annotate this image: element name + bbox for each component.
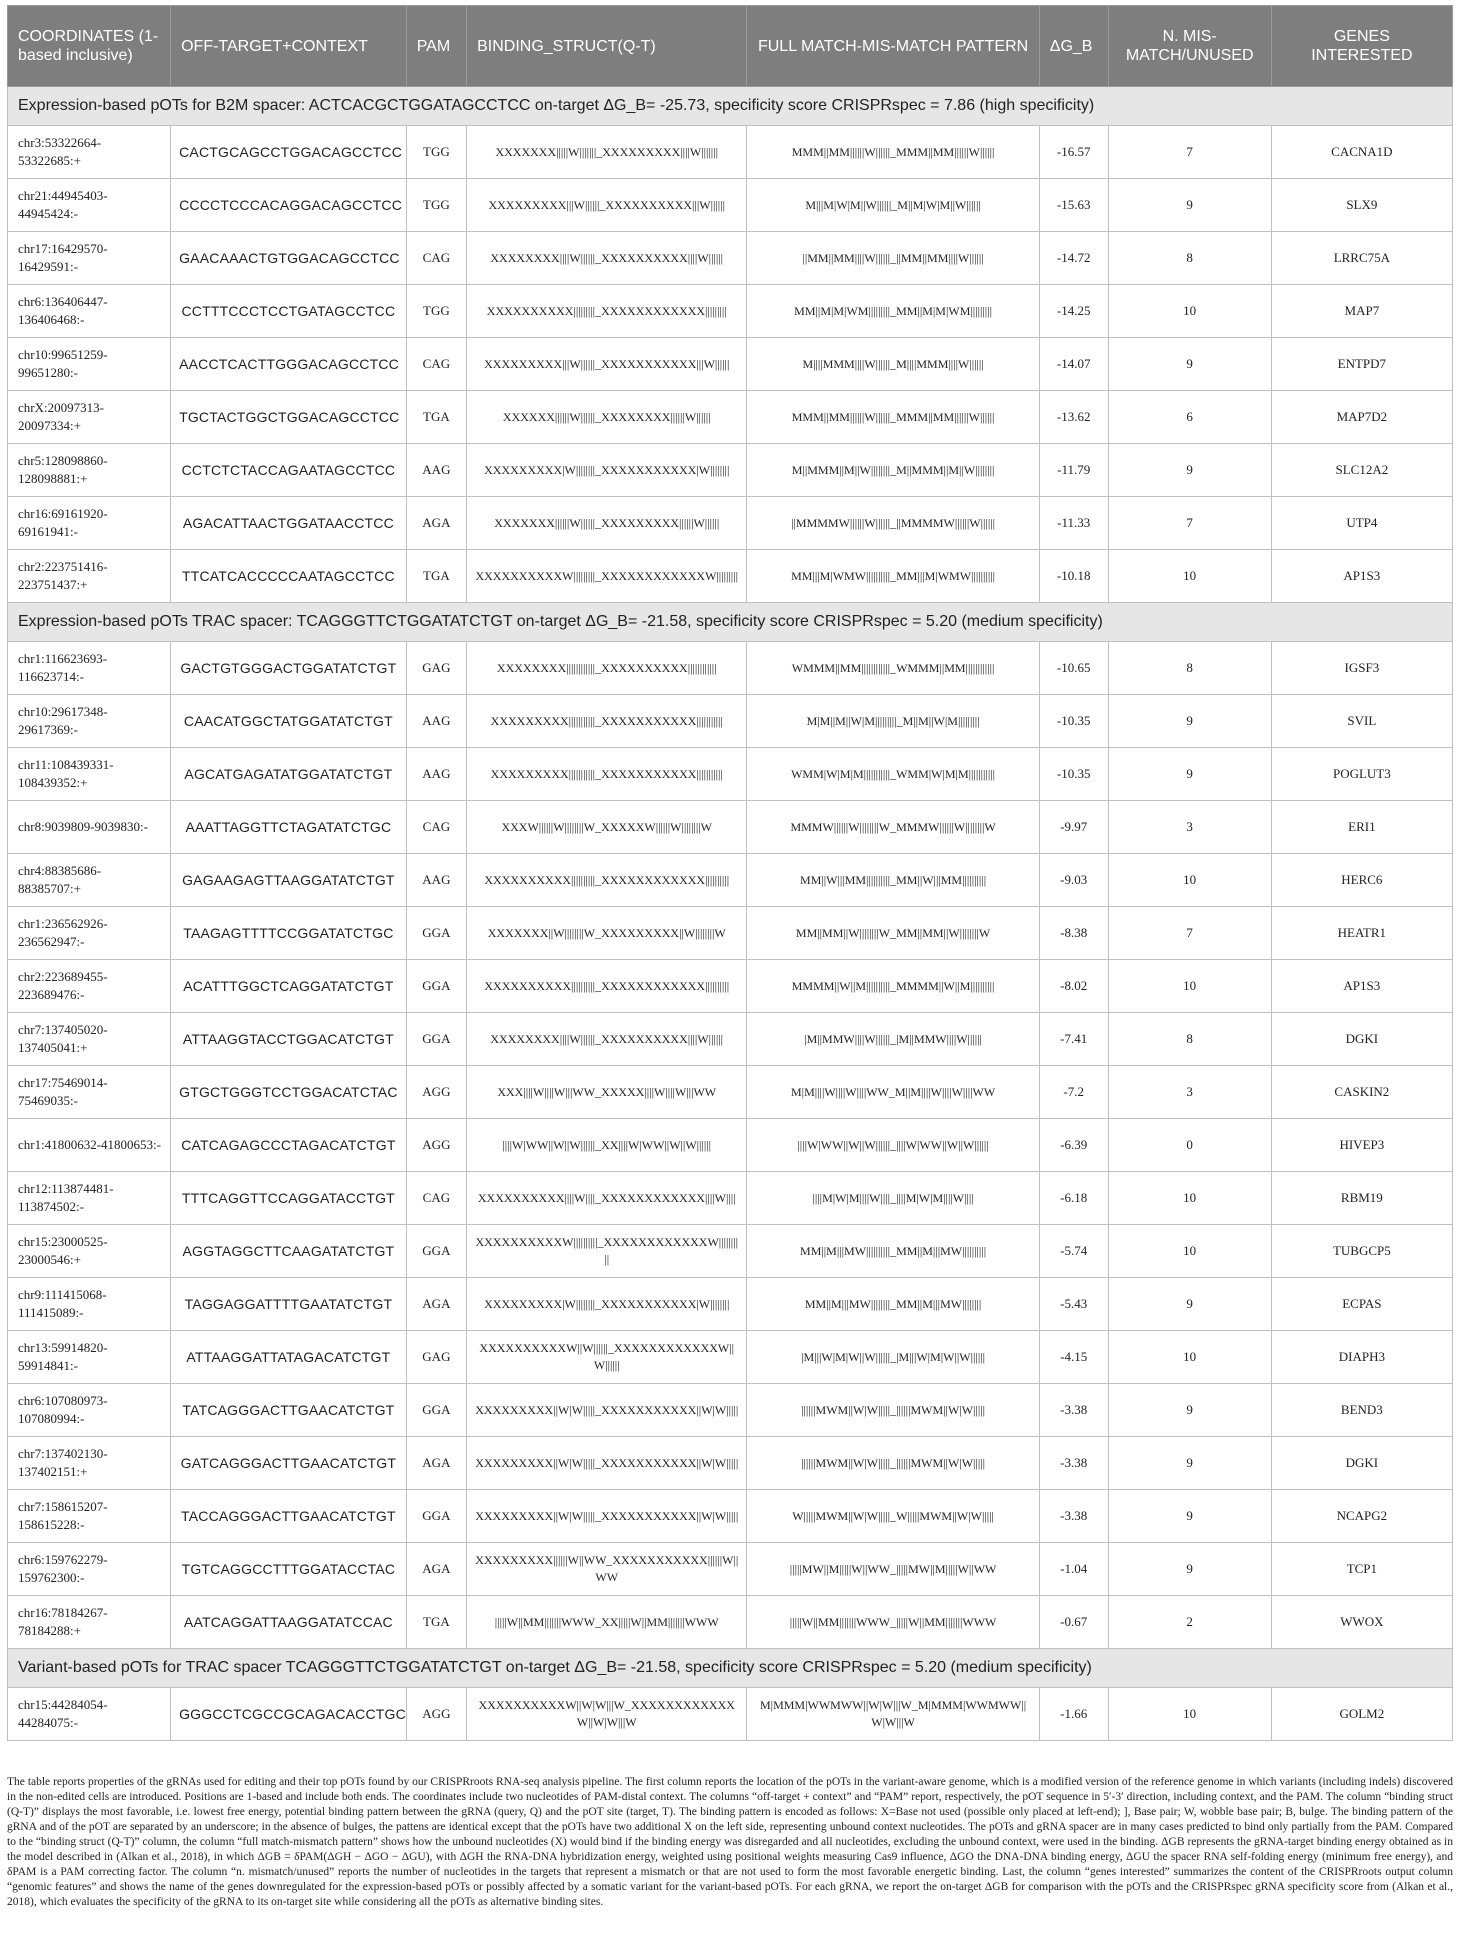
cell-pam: AAG [406,854,466,907]
cell-mismatch-unused: 10 [1108,854,1271,907]
cell-binding-struct: XXXXXXXXX|W||||||||_XXXXXXXXXXX|W|||||||| [467,1278,747,1331]
cell-coordinates: chr6:136406447-136406468:- [8,285,171,338]
cell-full-pattern: MMM||MM||||||W||||||_MMM||MM||||||W|||||| [747,391,1039,444]
cell-coordinates: chr9:111415068-111415089:- [8,1278,171,1331]
cell-off-target-context: TAAGAGTTTTCCGGATATCTGC [171,907,407,960]
section-title: Expression-based pOTs for B2M spacer: ACTCACGCTGGATAGCCTCC on-target ΔG_B= -25.73, specificity score CRISPRspec = 7.86 (high specificity) [8,87,1453,126]
cell-gene: UTP4 [1271,497,1452,550]
cell-full-pattern: M|M||M||W|M|||||||||_M||M||W|M||||||||| [747,695,1039,748]
cell-gene: MAP7 [1271,285,1452,338]
table-row [8,1543,1453,1596]
cell-pam: GGA [406,907,466,960]
cell-gene: ENTPD7 [1271,338,1452,391]
cell-coordinates: chr8:9039809-9039830:- [8,801,171,854]
cell-delta-g: -6.18 [1039,1172,1108,1225]
cell-off-target-context: AGACATTAACTGGATAACCTCC [171,497,407,550]
cell-off-target-context: ATTAAGGATTATAGACATCTGT [171,1331,407,1384]
cell-coordinates: chr1:116623693-116623714:- [8,642,171,695]
cell-full-pattern: |||||MW||M|||||W||WW_|||||MW||M|||||W||WW [747,1543,1039,1596]
cell-binding-struct: XXXXXXXXX|W||||||||_XXXXXXXXXXX|W|||||||| [467,444,747,497]
cell-binding-struct: XXXXXXXX||||W||||||_XXXXXXXXXX||||W|||||| [467,232,747,285]
cell-pam: AAG [406,695,466,748]
cell-off-target-context: AAATTAGGTTCTAGATATCTGC [171,801,407,854]
cell-off-target-context: CCTCTCTACCAGAATAGCCTCC [171,444,407,497]
cell-mismatch-unused: 10 [1108,550,1271,603]
cell-delta-g: -6.39 [1039,1119,1108,1172]
header-delta-g: ΔG_B [1039,6,1108,87]
cell-binding-struct: XXXXXXXXXXW||W|W|||W_XXXXXXXXXXXXW||W|W|||W [467,1688,747,1741]
cell-off-target-context: GAACAAACTGTGGACAGCCTCC [171,232,407,285]
cell-delta-g: -7.2 [1039,1066,1108,1119]
cell-full-pattern: WMM|W|M|M|||||||||||_WMM|W|M|M||||||||||| [747,748,1039,801]
cell-full-pattern: M|MMM|WWMWW||W|W|||W_M|MMM|WWMWW||W|W|||W [747,1688,1039,1741]
cell-coordinates: chr2:223689455-223689476:- [8,960,171,1013]
cell-gene: POGLUT3 [1271,748,1452,801]
cell-delta-g: -10.65 [1039,642,1108,695]
table-row [8,1490,1453,1543]
cell-delta-g: -9.97 [1039,801,1108,854]
cell-pam: CAG [406,801,466,854]
cell-coordinates: chr10:29617348-29617369:- [8,695,171,748]
cell-coordinates: chr7:137405020-137405041:+ [8,1013,171,1066]
cell-pam: TGG [406,285,466,338]
cell-coordinates: chr11:108439331-108439352:+ [8,748,171,801]
cell-gene: ERI1 [1271,801,1452,854]
cell-pam: TGA [406,391,466,444]
cell-binding-struct: XXXXXXXXXXW||W||||||_XXXXXXXXXXXXW||W|||||| [467,1331,747,1384]
cell-gene: CACNA1D [1271,126,1452,179]
cell-full-pattern: MM||W|||MM||||||||||_MM||W|||MM|||||||||| [747,854,1039,907]
cell-full-pattern: WMMM||MM||||||||||||_WMMM||MM|||||||||||| [747,642,1039,695]
cell-delta-g: -15.63 [1039,179,1108,232]
cell-delta-g: -10.35 [1039,748,1108,801]
cell-full-pattern: M||||MMM||||W||||||_M||||MMM||||W|||||| [747,338,1039,391]
cell-mismatch-unused: 9 [1108,1437,1271,1490]
cell-gene: HEATR1 [1271,907,1452,960]
cell-pam: AGG [406,1066,466,1119]
cell-delta-g: -8.02 [1039,960,1108,1013]
cell-gene: DIAPH3 [1271,1331,1452,1384]
cell-mismatch-unused: 9 [1108,748,1271,801]
cell-delta-g: -16.57 [1039,126,1108,179]
cell-binding-struct: XXXXXXX||||||W||||||_XXXXXXXXX||||||W|||||| [467,497,747,550]
table-row [8,232,1453,285]
cell-gene: LRRC75A [1271,232,1452,285]
table-row [8,1172,1453,1225]
cell-gene: WWOX [1271,1596,1452,1649]
cell-full-pattern: MM||M|M|WM|||||||||_MM||M|M|WM||||||||| [747,285,1039,338]
cell-off-target-context: AATCAGGATTAAGGATATCCAC [171,1596,407,1649]
cell-off-target-context: GGGCCTCGCCGCAGACACCTGC [171,1688,407,1741]
pot-table [7,5,1453,1741]
cell-binding-struct: XXXXXXXXXX||||||||||_XXXXXXXXXXXX|||||||||| [467,960,747,1013]
cell-binding-struct: XXXXXXXXXX||||||||||_XXXXXXXXXXXX|||||||||| [467,854,747,907]
header-mismatch-unused: N. MIS-MATCH/UNUSED [1108,6,1271,87]
cell-delta-g: -14.72 [1039,232,1108,285]
cell-pam: AAG [406,444,466,497]
cell-gene: AP1S3 [1271,550,1452,603]
cell-gene: DGKI [1271,1437,1452,1490]
cell-gene: TCP1 [1271,1543,1452,1596]
cell-binding-struct: XXXXXXXXX|||W||||||_XXXXXXXXXX|||W|||||| [467,179,747,232]
cell-off-target-context: AGGTAGGCTTCAAGATATCTGT [171,1225,407,1278]
cell-coordinates: chr15:44284054-44284075:- [8,1688,171,1741]
cell-delta-g: -1.66 [1039,1688,1108,1741]
cell-full-pattern: MM|||M|WMW||||||||||_MM|||M|WMW|||||||||| [747,550,1039,603]
cell-gene: TUBGCP5 [1271,1225,1452,1278]
cell-delta-g: -5.43 [1039,1278,1108,1331]
cell-mismatch-unused: 10 [1108,1225,1271,1278]
cell-pam: CAG [406,338,466,391]
table-row [8,695,1453,748]
cell-mismatch-unused: 9 [1108,695,1271,748]
cell-binding-struct: XXXXXXXXX|||||||||||_XXXXXXXXXXX||||||||||| [467,748,747,801]
cell-off-target-context: TGCTACTGGCTGGACAGCCTCC [171,391,407,444]
cell-binding-struct: XXXXXXXXXX|||||||||_XXXXXXXXXXXX||||||||| [467,285,747,338]
cell-coordinates: chr13:59914820-59914841:- [8,1331,171,1384]
cell-mismatch-unused: 10 [1108,1331,1271,1384]
cell-mismatch-unused: 7 [1108,126,1271,179]
cell-delta-g: -14.07 [1039,338,1108,391]
cell-pam: GGA [406,1490,466,1543]
section-title: Variant-based pOTs for TRAC spacer TCAGGGTTCTGGATATCTGT on-target ΔG_B= -21.58, specificity score CRISPRspec = 5.20 (medium specificity) [8,1649,1453,1688]
cell-gene: HIVEP3 [1271,1119,1452,1172]
cell-pam: TGA [406,550,466,603]
cell-full-pattern: |M||MMW||||W||||||_|M||MMW||||W|||||| [747,1013,1039,1066]
cell-gene: DGKI [1271,1013,1452,1066]
cell-full-pattern: |M|||W|M|W||W||||||_|M|||W|M|W||W|||||| [747,1331,1039,1384]
cell-mismatch-unused: 10 [1108,1172,1271,1225]
cell-delta-g: -0.67 [1039,1596,1108,1649]
table-body [8,87,1453,1741]
cell-binding-struct: |||||W||MM|||||||WWW_XX|||||W||MM|||||||WWW [467,1596,747,1649]
cell-coordinates: chr10:99651259-99651280:- [8,338,171,391]
cell-full-pattern: ||||||MWM||W|W|||||_||||||MWM||W|W||||| [747,1437,1039,1490]
cell-delta-g: -9.03 [1039,854,1108,907]
cell-binding-struct: XXXXXXXXX||W|W|||||_XXXXXXXXXXX||W|W||||| [467,1384,747,1437]
cell-off-target-context: TATCAGGGACTTGAACATCTGT [171,1384,407,1437]
table-header-row [8,6,1453,87]
cell-gene: BEND3 [1271,1384,1452,1437]
section-header-row [8,603,1453,642]
cell-mismatch-unused: 7 [1108,907,1271,960]
cell-mismatch-unused: 9 [1108,1490,1271,1543]
header-binding-struct: BINDING_STRUCT(Q-T) [467,6,747,87]
cell-gene: IGSF3 [1271,642,1452,695]
cell-off-target-context: CACTGCAGCCTGGACAGCCTCC [171,126,407,179]
cell-mismatch-unused: 10 [1108,1688,1271,1741]
cell-off-target-context: AGCATGAGATATGGATATCTGT [171,748,407,801]
cell-full-pattern: MM||M|||MW||||||||_MM||M|||MW|||||||| [747,1278,1039,1331]
cell-binding-struct: XXXXXXXXXXW||||||||||_XXXXXXXXXXXXW|||||||||| [467,1225,747,1278]
table-row [8,1331,1453,1384]
cell-full-pattern: M|||M|W|M||W||||||_M||M|W|M||W|||||| [747,179,1039,232]
cell-full-pattern: |||||W||MM|||||||WWW_|||||W||MM|||||||WWW [747,1596,1039,1649]
table-row [8,550,1453,603]
cell-pam: TGG [406,126,466,179]
table-row [8,1437,1453,1490]
cell-full-pattern: M||MMM||M||W||||||||_M||MMM||M||W|||||||| [747,444,1039,497]
cell-coordinates: chr12:113874481-113874502:- [8,1172,171,1225]
cell-full-pattern: MMM||MM||||||W||||||_MMM||MM||||||W|||||| [747,126,1039,179]
cell-mismatch-unused: 10 [1108,285,1271,338]
cell-delta-g: -3.38 [1039,1490,1108,1543]
cell-gene: SVIL [1271,695,1452,748]
cell-gene: MAP7D2 [1271,391,1452,444]
table-row [8,338,1453,391]
cell-mismatch-unused: 8 [1108,1013,1271,1066]
cell-pam: TGG [406,179,466,232]
cell-pam: GGA [406,1384,466,1437]
cell-coordinates: chr17:75469014-75469035:- [8,1066,171,1119]
table-row [8,1225,1453,1278]
cell-pam: AAG [406,748,466,801]
cell-full-pattern: ||MM||MM||||W||||||_||MM||MM||||W|||||| [747,232,1039,285]
cell-off-target-context: ACATTTGGCTCAGGATATCTGT [171,960,407,1013]
cell-coordinates: chr2:223751416-223751437:+ [8,550,171,603]
cell-delta-g: -10.35 [1039,695,1108,748]
cell-pam: CAG [406,232,466,285]
cell-binding-struct: XXX||||W||||W|||WW_XXXXX||||W||||W|||WW [467,1066,747,1119]
cell-binding-struct: XXXXXXXXX||||||W||WW_XXXXXXXXXXX||||||W||WW [467,1543,747,1596]
table-row [8,126,1453,179]
cell-mismatch-unused: 8 [1108,232,1271,285]
cell-pam: TGA [406,1596,466,1649]
cell-delta-g: -11.79 [1039,444,1108,497]
cell-gene: SLC12A2 [1271,444,1452,497]
cell-delta-g: -7.41 [1039,1013,1108,1066]
cell-pam: CAG [406,1172,466,1225]
cell-off-target-context: ATTAAGGTACCTGGACATCTGT [171,1013,407,1066]
table-row [8,1119,1453,1172]
cell-off-target-context: TACCAGGGACTTGAACATCTGT [171,1490,407,1543]
header-pam: PAM [406,6,466,87]
cell-gene: GOLM2 [1271,1688,1452,1741]
cell-binding-struct: XXXXXXX|||||W|||||||_XXXXXXXXX||||W||||||| [467,126,747,179]
cell-binding-struct: XXXXXXXXX|||||||||||_XXXXXXXXXXX||||||||||| [467,695,747,748]
cell-pam: GGA [406,960,466,1013]
cell-pam: AGA [406,1437,466,1490]
cell-off-target-context: TTTCAGGTTCCAGGATACCTGT [171,1172,407,1225]
cell-off-target-context: GTGCTGGGTCCTGGACATCTAC [171,1066,407,1119]
table-row [8,1596,1453,1649]
table-row [8,1013,1453,1066]
section-header-row [8,87,1453,126]
header-off-target-context: OFF-TARGET+CONTEXT [171,6,407,87]
cell-coordinates: chr7:158615207-158615228:- [8,1490,171,1543]
cell-off-target-context: CAACATGGCTATGGATATCTGT [171,695,407,748]
cell-full-pattern: M|M||||W||||W||||WW_M||M||||W||||W||||WW [747,1066,1039,1119]
cell-mismatch-unused: 2 [1108,1596,1271,1649]
cell-delta-g: -3.38 [1039,1384,1108,1437]
cell-gene: SLX9 [1271,179,1452,232]
cell-full-pattern: MMMW||||||W||||||||W_MMMW||||||W||||||||W [747,801,1039,854]
cell-gene: HERC6 [1271,854,1452,907]
cell-off-target-context: TGTCAGGCCTTTGGATACCTAC [171,1543,407,1596]
cell-mismatch-unused: 3 [1108,1066,1271,1119]
cell-off-target-context: GACTGTGGGACTGGATATCTGT [171,642,407,695]
cell-mismatch-unused: 7 [1108,497,1271,550]
table-row [8,444,1453,497]
cell-mismatch-unused: 10 [1108,960,1271,1013]
table-row [8,960,1453,1013]
cell-delta-g: -5.74 [1039,1225,1108,1278]
cell-pam: GAG [406,1331,466,1384]
cell-delta-g: -13.62 [1039,391,1108,444]
cell-coordinates: chr3:53322664-53322685:+ [8,126,171,179]
table-row [8,1688,1453,1741]
cell-gene: AP1S3 [1271,960,1452,1013]
cell-off-target-context: CATCAGAGCCCTAGACATCTGT [171,1119,407,1172]
table-row [8,391,1453,444]
cell-delta-g: -1.04 [1039,1543,1108,1596]
table-row [8,497,1453,550]
cell-mismatch-unused: 9 [1108,1278,1271,1331]
header-full-pattern: FULL MATCH-MIS-MATCH PATTERN [747,6,1039,87]
cell-off-target-context: TAGGAGGATTTTGAATATCTGT [171,1278,407,1331]
cell-delta-g: -3.38 [1039,1437,1108,1490]
cell-mismatch-unused: 9 [1108,179,1271,232]
cell-mismatch-unused: 9 [1108,1384,1271,1437]
cell-binding-struct: ||||W|WW||W||W||||||_XX||||W|WW||W||W|||||| [467,1119,747,1172]
cell-delta-g: -14.25 [1039,285,1108,338]
cell-mismatch-unused: 6 [1108,391,1271,444]
cell-mismatch-unused: 9 [1108,444,1271,497]
cell-coordinates: chr4:88385686-88385707:+ [8,854,171,907]
section-header-row [8,1649,1453,1688]
header-coordinates: COORDINATES (1-based inclusive) [8,6,171,87]
cell-binding-struct: XXXXXXXXX||W|W|||||_XXXXXXXXXXX||W|W||||| [467,1437,747,1490]
cell-binding-struct: XXXXXXXXX||W|W|||||_XXXXXXXXXXX||W|W||||| [467,1490,747,1543]
table-footnote: The table reports properties of the gRNAs used for editing and their top pOTs found by our CRISPRroots RNA-seq analysis pipeline. The first column reports the location of the pOTs in the variant-aware genome, which is a modified version of the reference genome in which variants (including indels) discovered in the non-edited cells are introduced. Positions are 1-based and include both ends. The coordinates include two nucleotides of PAM-distal context. The columns “off-target + context” and “PAM” report, respectively, the pOT sequence in 5′-3′ direction, including context, and the PAM. The column “binding struct (Q-T)” displays the most favorable, i.e. lowest free energy, potential binding pattern between the gRNA (query, Q) and the pOT site (target, T). The binding pattern is encoded as follows: X=Base not used (possible only placed at left-end); ], Base pair; W, wobble base pair; B, bulge. The binding pattern of the gRNA and of the pOT are separated by an underscore; in the absence of bulges, the pattens are identical except that the pOTs have two additional X on the left side, representing unbound context nucleotides. The pOTs and gRNA spacer are in many cases predicted to bind only partially from the PAM. Compared to the “binding struct (Q-T)” column, the column “full match-mismatch pattern” shows how the unbound nucleotides (X) would bind if the binding energy was disregarded and all nucleotides, excluding the unbound context, were used in the binding. ΔGB represents the gRNA-target binding energy obtained as in the model described in (Alkan et al., 2018), in which ΔGB = δPAM(ΔGH − ΔGO − ΔGU), with ΔGH the RNA-DNA hybridization energy, weighted using positional weights measuring Cas9 influence, ΔGO the DNA-DNA binding energy, ΔGU the spacer RNA self-folding energy (minimum free energy), and δPAM is a PAM correcting factor. The column “n. mismatch/unused” reports the number of nucleotides in the targets that represent a mismatch or that are not used to form the most favorable energetic binding. Last, the column “genes interested” summarizes the content of the CRISPRroots output column “genomic features” and shows the name of the genes downregulated for the expression-based pOTs or possibly affected by a somatic variant for the variant-based pOTs. For each gRNA, we report the on-target ΔGB for comparison with the pOTs and the CRISPRspec gRNA specificity score from (Alkan et al., 2018), which evaluates the specificity of the gRNA to its on-target site while considering all the pOTs as alternative binding sites. [7,1776,1453,1908]
cell-gene: RBM19 [1271,1172,1452,1225]
cell-full-pattern: ||||M|W|M||||W||||_||||M|W|M||||W|||| [747,1172,1039,1225]
cell-full-pattern: W|||||MWM||W|W|||||_W|||||MWM||W|W||||| [747,1490,1039,1543]
cell-pam: AGA [406,1543,466,1596]
table-row [8,854,1453,907]
table-row [8,642,1453,695]
cell-mismatch-unused: 9 [1108,338,1271,391]
cell-binding-struct: XXXW||||||W||||||||W_XXXXXW||||||W||||||||W [467,801,747,854]
table-row [8,801,1453,854]
cell-full-pattern: ||MMMMW||||||W||||||_||MMMMW||||||W|||||| [747,497,1039,550]
cell-gene: ECPAS [1271,1278,1452,1331]
cell-full-pattern: MM||M|||MW||||||||||_MM||M|||MW|||||||||| [747,1225,1039,1278]
cell-coordinates: chr15:23000525-23000546:+ [8,1225,171,1278]
table-row [8,179,1453,232]
table-row [8,1278,1453,1331]
cell-off-target-context: GAGAAGAGTTAAGGATATCTGT [171,854,407,907]
cell-delta-g: -10.18 [1039,550,1108,603]
section-title: Expression-based pOTs TRAC spacer: TCAGGGTTCTGGATATCTGT on-target ΔG_B= -21.58, specificity score CRISPRspec = 5.20 (medium specificity) [8,603,1453,642]
cell-off-target-context: CCTTTCCCTCCTGATAGCCTCC [171,285,407,338]
cell-pam: AGG [406,1688,466,1741]
cell-binding-struct: XXXXXXX||W||||||||W_XXXXXXXXX||W||||||||W [467,907,747,960]
cell-pam: AGA [406,1278,466,1331]
cell-binding-struct: XXXXXXXX||||||||||||_XXXXXXXXXX|||||||||||| [467,642,747,695]
cell-pam: GGA [406,1013,466,1066]
cell-coordinates: chr7:137402130-137402151:+ [8,1437,171,1490]
table-row [8,907,1453,960]
cell-coordinates: chrX:20097313-20097334:+ [8,391,171,444]
cell-gene: CASKIN2 [1271,1066,1452,1119]
cell-full-pattern: MM||MM||W||||||||W_MM||MM||W||||||||W [747,907,1039,960]
cell-mismatch-unused: 0 [1108,1119,1271,1172]
table-row [8,285,1453,338]
cell-coordinates: chr6:107080973-107080994:- [8,1384,171,1437]
table-row [8,748,1453,801]
cell-binding-struct: XXXXXXXXXXW|||||||||_XXXXXXXXXXXXW||||||||| [467,550,747,603]
cell-coordinates: chr16:78184267-78184288:+ [8,1596,171,1649]
cell-coordinates: chr17:16429570-16429591:- [8,232,171,285]
cell-coordinates: chr6:159762279-159762300:- [8,1543,171,1596]
cell-off-target-context: GATCAGGGACTTGAACATCTGT [171,1437,407,1490]
table-row [8,1066,1453,1119]
cell-delta-g: -11.33 [1039,497,1108,550]
cell-binding-struct: XXXXXXXX||||W||||||_XXXXXXXXXX||||W|||||| [467,1013,747,1066]
cell-coordinates: chr16:69161920-69161941:- [8,497,171,550]
cell-binding-struct: XXXXXX||||||W||||||_XXXXXXXX||||||W|||||| [467,391,747,444]
cell-full-pattern: ||||||MWM||W|W|||||_||||||MWM||W|W||||| [747,1384,1039,1437]
cell-gene: NCAPG2 [1271,1490,1452,1543]
cell-full-pattern: ||||W|WW||W||W||||||_||||W|WW||W||W|||||| [747,1119,1039,1172]
cell-coordinates: chr21:44945403-44945424:- [8,179,171,232]
cell-binding-struct: XXXXXXXXX|||W||||||_XXXXXXXXXXX|||W|||||| [467,338,747,391]
cell-coordinates: chr1:236562926-236562947:- [8,907,171,960]
cell-pam: GAG [406,642,466,695]
cell-pam: GGA [406,1225,466,1278]
table-row [8,1384,1453,1437]
cell-mismatch-unused: 8 [1108,642,1271,695]
header-genes: GENES INTERESTED [1271,6,1452,87]
cell-coordinates: chr5:128098860-128098881:+ [8,444,171,497]
cell-coordinates: chr1:41800632-41800653:- [8,1119,171,1172]
cell-binding-struct: XXXXXXXXXX||||W||||_XXXXXXXXXXXX||||W|||| [467,1172,747,1225]
results-table-container [7,5,1453,1741]
cell-full-pattern: MMMM||W||M||||||||||_MMMM||W||M|||||||||| [747,960,1039,1013]
cell-pam: AGA [406,497,466,550]
cell-delta-g: -8.38 [1039,907,1108,960]
cell-pam: AGG [406,1119,466,1172]
cell-off-target-context: CCCCTCCCACAGGACAGCCTCC [171,179,407,232]
cell-mismatch-unused: 9 [1108,1543,1271,1596]
cell-off-target-context: TTCATCACCCCCAATAGCCTCC [171,550,407,603]
cell-delta-g: -4.15 [1039,1331,1108,1384]
cell-off-target-context: AACCTCACTTGGGACAGCCTCC [171,338,407,391]
cell-mismatch-unused: 3 [1108,801,1271,854]
